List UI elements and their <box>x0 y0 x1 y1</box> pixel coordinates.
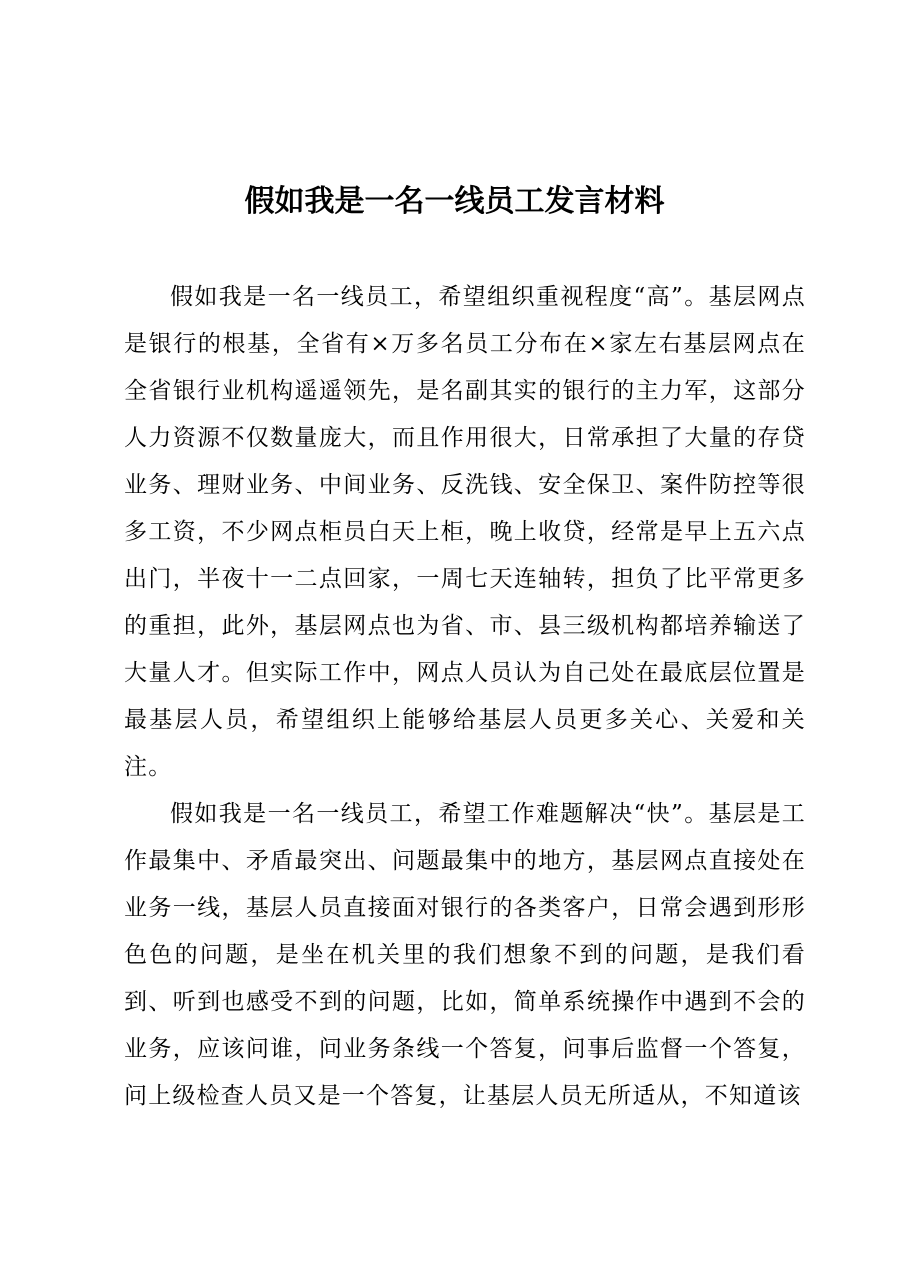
document-title: 假如我是一名一线员工发言材料 <box>244 184 665 219</box>
document-body <box>124 274 806 1120</box>
paragraph-2: 假如我是一名一线员工，希望工作难题解决“快”。基层是工作最集中、矛盾最突出、问题最集中的地方，基层网点直接处在业务一线，基层人员直接面对银行的各类客户，日常会遇到形形色色的问题，是坐在机关里的我们想象不到的问题，是我们看到、听到也感受不到的问题，比如，简单系统操作中遇到不会的业务，应该问谁，问业务条线一个答复，问事后监督一个答复，问上级检查人员又是一个答复，让基层人员无所适从，不知道该 <box>124 801 806 1109</box>
paragraph-1: 假如我是一名一线员工，希望组织重视程度“高”。基层网点是银行的根基，全省有×万多名员工分布在×家左右基层网点在全省银行业机构遥遥领先，是名副其实的银行的主力军，这部分人力资源不仅数量庞大，而且作用很大，日常承担了大量的存贷业务、理财业务、中间业务、反洗钱、安全保卫、案件防控等很多工资，不少网点柜员白天上柜，晚上收贷，经常是早上五六点出门，半夜十一二点回家，一周七天连轴转，担负了比平常更多的重担，此外，基层网点也为省、市、县三级机构都培养输送了大量人才。但实际工作中，网点人员认为自己处在最底层位置是最基层人员，希望组织上能够给基层人员更多关心、关爱和关注。 <box>124 284 806 780</box>
